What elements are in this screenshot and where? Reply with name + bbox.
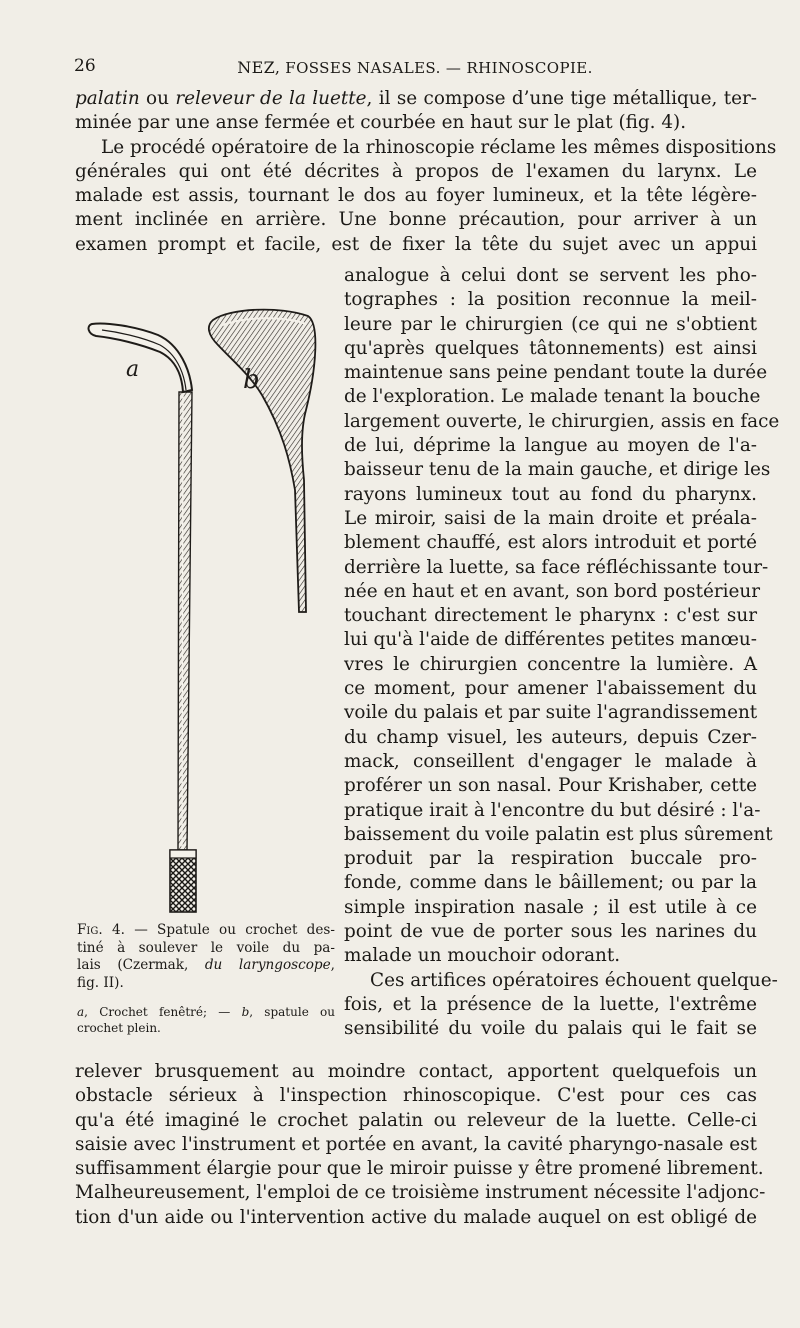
top-paragraphs (75, 87, 777, 257)
text-line: blement chauffé, est alors introduit et porté (344, 532, 757, 554)
text-line: maintenue sans peine pendant toute la durée (344, 362, 768, 384)
figure-caption (77, 922, 335, 992)
caption-line: fig. II). (77, 974, 124, 991)
text-line: lui qu'à l'aide de différentes petites manœu- (344, 629, 757, 651)
text-line: Malheureusement, l'emploi de ce troisième instrument nécessite l'adjonc- (75, 1182, 766, 1204)
text-line: proférer un son nasal. Pour Krishaber, cette (344, 775, 757, 797)
text-line: née en haut et en avant, son bord postérieur (344, 580, 761, 602)
text-line: sensibilité du voile du palais qui le fait se (344, 1018, 757, 1040)
text-line: leure par le chirurgien (ce qui ne s'obtient (344, 313, 757, 335)
text-line: simple inspiration nasale ; il est utile à ce (344, 896, 757, 918)
text-line: tion d'un aide ou l'intervention active du malade auquel on est obligé de (75, 1206, 757, 1228)
text-line: examen prompt et facile, est de fixer la tête du sujet avec un appui (75, 233, 757, 255)
text-line: saisie avec l'instrument et portée en avant, la cavité pharyngo-nasale est (75, 1133, 757, 1155)
figure-4-instruments (80, 300, 335, 920)
caption-line: lais (Czermak, du laryngoscope, (77, 957, 335, 973)
text-line: tographes : la position reconnue la meil- (344, 289, 757, 311)
caption-line: tiné à soulever le voile du pa- (77, 939, 335, 956)
text-line: de l'exploration. Le malade tenant la bouche (344, 386, 761, 408)
label-a: a (126, 357, 140, 382)
text-line: baisseur tenu de la main gauche, et dirige les (344, 459, 771, 481)
text-line: qu'après quelques tâtonnements) est ainsi (344, 337, 757, 359)
text-line: malade un mouchoir odorant. (344, 945, 621, 967)
text-line: ment inclinée en arrière. Une bonne précaution, pour arriver à un (75, 209, 757, 231)
instrument-illustration (80, 300, 335, 920)
solid-spatula-b (209, 310, 316, 612)
text-line: obstacle sérieux à l'inspection rhinoscopique. C'est pour ces cas (75, 1085, 757, 1107)
text-line: derrière la luette, sa face réfléchissante tour- (344, 556, 769, 578)
text-line: vres le chirurgien concentre la lumière. A (344, 653, 757, 675)
text-line: point de vue de porter sous les narines du (344, 921, 757, 943)
running-title (74, 58, 756, 77)
text-line: Le miroir, saisi de la main droite et préala- (344, 507, 757, 529)
text-line: Le procédé opératoire de la rhinoscopie réclame les mêmes dispositions (101, 136, 777, 158)
text-line: touchant directement le pharynx : c'est sur (344, 605, 757, 627)
text-line: voile du palais et par suite l'agrandissement (344, 702, 758, 724)
text-line: analogue à celui dont se servent les pho- (344, 265, 757, 286)
text-line: minée par une anse fermée et courbée en haut sur le plat (fig. 4). (75, 112, 687, 134)
bottom-paragraph (75, 1060, 766, 1230)
caption-line: Fig. 4. — Spatule ou crochet des- (77, 922, 335, 938)
label-b: b (243, 365, 260, 395)
text-line: générales qui ont été décrites à propos de l'examen du larynx. Le (75, 160, 757, 182)
text-line: Ces artifices opératoires échouent quelque- (370, 969, 778, 991)
text-line: largement ouverte, le chirurgien, assis en face (344, 410, 780, 432)
text-line: rayons lumineux tout au fond du pharynx. (344, 483, 757, 505)
text-line: de lui, déprime la langue au moyen de l'a- (344, 435, 757, 457)
text-line: fois, et la présence de la luette, l'extrême (344, 993, 757, 1015)
running-title-part-1: NEZ, (237, 58, 281, 77)
text-line: qu'a été imaginé le crochet palatin ou releveur de la luette. Celle-ci (75, 1109, 757, 1131)
text-line: ce moment, pour amener l'abaissement du (344, 678, 757, 700)
text-line: du champ visuel, les auteurs, depuis Czer- (344, 726, 757, 748)
text-line: relever brusquement au moindre contact, apportent quelquefois un (75, 1061, 757, 1082)
page-header (74, 56, 756, 82)
page-number: 26 (74, 56, 96, 76)
text-line: palatin ou releveur de la luette, il se compose d’une tige métallique, ter- (75, 88, 758, 109)
subcaption-line: crochet plein. (77, 1021, 161, 1035)
text-line: suffisamment élargie pour que le miroir puisse y être promené librement. (75, 1158, 764, 1180)
text-line: fonde, comme dans le bâillement; ou par la (344, 872, 757, 894)
text-line: malade est assis, tournant le dos au foyer lumineux, et la tête légère- (75, 185, 757, 207)
text-line: baissement du voile palatin est plus sûrement (344, 823, 773, 845)
text-line: mack, conseillent d'engager le malade à (344, 750, 757, 772)
figure-subcaption (77, 1004, 335, 1036)
subcaption-line: a, Crochet fenêtré; — b, spatule ou (77, 1005, 335, 1019)
right-column-text (344, 264, 780, 1042)
fenestrated-hook-a (89, 323, 196, 912)
running-title-part-2: FOSSES NASALES. — RHINOSCOPIE. (285, 59, 593, 77)
text-line: produit par la respiration buccale pro- (344, 848, 757, 870)
text-line: pratique irait à l'encontre du but désiré : l'a- (344, 799, 761, 821)
